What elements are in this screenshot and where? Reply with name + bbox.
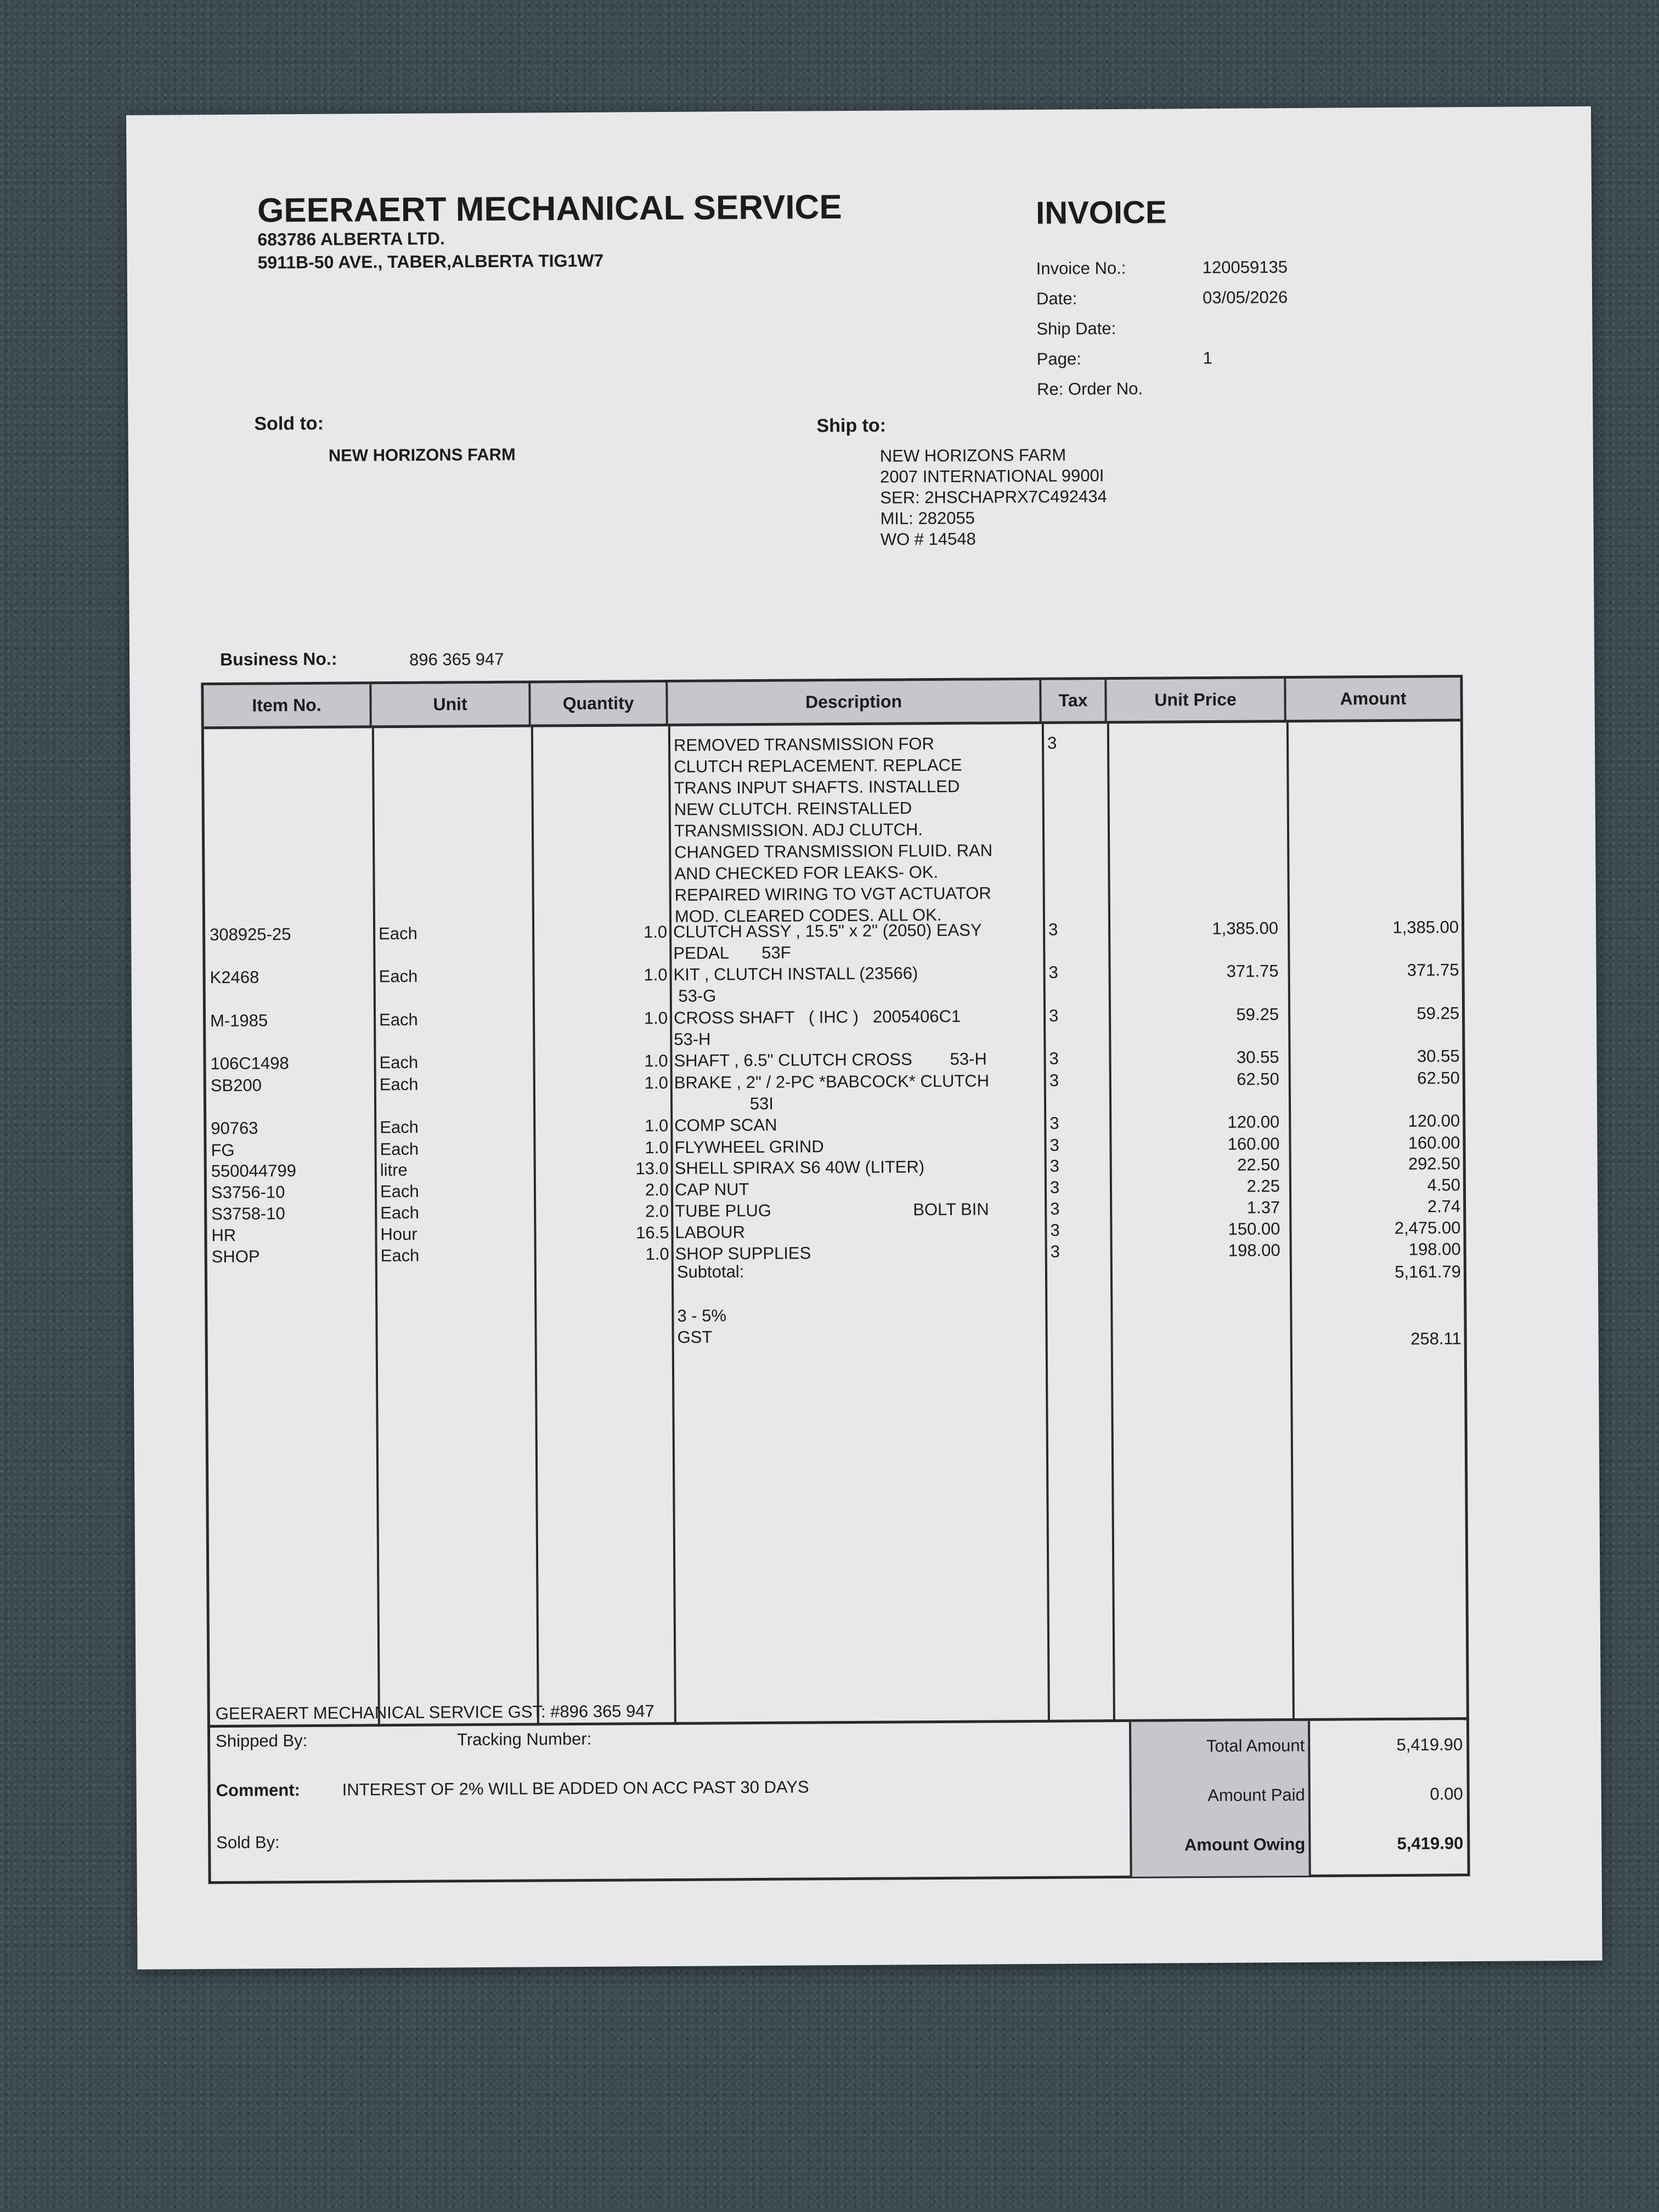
unit: Each xyxy=(379,1052,419,1073)
quantity: 13.0 xyxy=(635,1158,669,1178)
total-value: 0.00 xyxy=(1430,1784,1463,1804)
description: CROSS SHAFT ( IHC ) 2005406C1 53-H xyxy=(673,1006,961,1049)
unit-price: 371.75 xyxy=(1226,961,1279,981)
ship-to-label: Ship to: xyxy=(816,415,887,437)
tax-code: 3 xyxy=(1048,1006,1059,1025)
ship-to-line: 2007 INTERNATIONAL 9900I xyxy=(879,466,1104,487)
description: SHOP SUPPLIES xyxy=(675,1243,811,1263)
unit-price: 22.50 xyxy=(1237,1155,1280,1175)
meta-label: Ship Date: xyxy=(1036,318,1116,338)
work-tax: 3 xyxy=(1047,733,1057,753)
amount: 120.00 xyxy=(1408,1111,1460,1131)
column-header: Description xyxy=(668,680,1041,726)
description: KIT , CLUTCH INSTALL (23566) 53-G xyxy=(673,963,918,1006)
unit: Each xyxy=(379,923,417,944)
tax-code: 3 xyxy=(1050,1220,1060,1240)
unit: Each xyxy=(380,1245,420,1266)
line-items-table xyxy=(201,675,1470,1884)
quantity: 16.5 xyxy=(636,1222,669,1243)
unit-price: 59.25 xyxy=(1236,1005,1279,1024)
unit-price: 1.37 xyxy=(1246,1198,1280,1217)
total-value: 5,419.90 xyxy=(1396,1735,1463,1754)
total-value: 5,419.90 xyxy=(1397,1833,1464,1853)
description: LABOUR xyxy=(675,1222,746,1242)
item-number: 550044799 xyxy=(211,1161,297,1181)
amount: 371.75 xyxy=(1407,960,1459,980)
unit-price: 2.25 xyxy=(1246,1176,1280,1196)
description: SHAFT , 6.5" CLUTCH CROSS 53-H xyxy=(674,1049,987,1070)
description: BRAKE , 2" / 2-PC *BABCOCK* CLUTCH 53I xyxy=(674,1071,990,1114)
business-no-value: 896 365 947 xyxy=(409,649,504,669)
item-number: SHOP xyxy=(211,1246,260,1267)
meta-value: 120059135 xyxy=(1202,257,1288,278)
unit: Each xyxy=(380,1117,419,1137)
unit-price: 160.00 xyxy=(1227,1134,1280,1154)
sold-by-label: Sold By: xyxy=(216,1832,280,1853)
subtotal-value: 5,161.79 xyxy=(1395,1262,1462,1282)
company-name: GEERAERT MECHANICAL SERVICE xyxy=(257,188,842,230)
meta-label: Date: xyxy=(1036,289,1077,308)
tax-code: 3 xyxy=(1050,1199,1060,1218)
column-header: Unit Price xyxy=(1107,679,1286,724)
ship-to-line: WO # 14548 xyxy=(880,529,976,549)
amount: 198.00 xyxy=(1408,1239,1461,1259)
subtotal-label: Subtotal: xyxy=(676,1262,744,1282)
invoice-title: INVOICE xyxy=(1035,194,1167,231)
unit-price: 150.00 xyxy=(1228,1219,1280,1239)
quantity: 1.0 xyxy=(644,1008,668,1028)
total-label: Amount Paid xyxy=(1207,1785,1305,1805)
quantity: 1.0 xyxy=(645,1137,669,1158)
item-number: S3756-10 xyxy=(211,1182,285,1203)
comment-label: Comment: xyxy=(216,1780,301,1801)
amount: 2.74 xyxy=(1427,1197,1461,1216)
description: CAP NUT xyxy=(674,1180,749,1199)
invoice-paper xyxy=(126,106,1602,1970)
item-number: FG xyxy=(211,1140,235,1160)
unit-price: 198.00 xyxy=(1228,1240,1280,1260)
shipped-by-label: Shipped By: xyxy=(215,1731,308,1751)
item-number: 90763 xyxy=(211,1118,258,1138)
comment-text: INTEREST OF 2% WILL BE ADDED ON ACC PAST 30 DAYS xyxy=(342,1777,809,1799)
gst-footer: GEERAERT MECHANICAL SERVICE GST: #896 365 947 xyxy=(215,1701,654,1724)
unit: Each xyxy=(380,1139,419,1159)
ship-to-line: NEW HORIZONS FARM xyxy=(879,445,1066,466)
amount: 30.55 xyxy=(1417,1046,1460,1066)
unit: Each xyxy=(380,1203,420,1223)
business-no-label: Business No.: xyxy=(219,648,337,669)
tax-code: 3 xyxy=(1049,1135,1059,1155)
tracking-number-label: Tracking Number: xyxy=(456,1729,592,1750)
item-number: SB200 xyxy=(210,1075,262,1096)
quantity: 2.0 xyxy=(645,1201,669,1221)
description: FLYWHEEL GRIND xyxy=(674,1137,824,1157)
amount: 1,385.00 xyxy=(1392,917,1459,937)
meta-label: Page: xyxy=(1036,349,1081,369)
unit: Each xyxy=(379,1009,418,1030)
tax-code: 3 xyxy=(1050,1242,1060,1261)
amount: 59.25 xyxy=(1417,1003,1460,1023)
meta-value: 03/05/2026 xyxy=(1202,287,1288,308)
column-header: Item No. xyxy=(204,684,371,729)
amount: 2,475.00 xyxy=(1394,1218,1461,1238)
item-number: S3758-10 xyxy=(211,1204,285,1224)
meta-label: Re: Order No. xyxy=(1036,379,1143,399)
tax-line-value: 258.11 xyxy=(1410,1329,1462,1348)
unit-price: 30.55 xyxy=(1236,1047,1279,1067)
tax-code: 3 xyxy=(1049,1113,1059,1133)
description: COMP SCAN xyxy=(674,1115,777,1135)
sold-to-name: NEW HORIZONS FARM xyxy=(328,444,516,465)
unit-price: 1,385.00 xyxy=(1212,918,1279,938)
amount: 4.50 xyxy=(1427,1175,1461,1195)
ship-to-line: MIL: 282055 xyxy=(880,508,975,528)
item-number: M-1985 xyxy=(210,1011,268,1031)
company-line-1: 683786 ALBERTA LTD. xyxy=(257,228,445,250)
quantity: 1.0 xyxy=(644,1073,668,1093)
column-header: Unit xyxy=(371,684,531,729)
quantity: 1.0 xyxy=(644,1051,668,1071)
quantity: 1.0 xyxy=(645,1244,669,1264)
meta-label: Invoice No.: xyxy=(1036,258,1126,278)
unit: Hour xyxy=(380,1224,417,1244)
total-label: Total Amount xyxy=(1206,1735,1305,1756)
unit: Each xyxy=(379,1074,419,1094)
total-label: Amount Owing xyxy=(1184,1834,1306,1855)
item-number: 106C1498 xyxy=(210,1053,289,1074)
unit: Each xyxy=(380,1181,419,1201)
tax-code: 3 xyxy=(1049,1048,1059,1068)
column-header: Quantity xyxy=(531,682,668,727)
description: CLUTCH ASSY , 15.5" x 2" (2050) EASY PEDAL 53F xyxy=(673,920,982,963)
unit-price: 120.00 xyxy=(1227,1112,1280,1132)
unit-price: 62.50 xyxy=(1237,1069,1279,1089)
ship-to-line: SER: 2HSCHAPRX7C492434 xyxy=(880,487,1107,507)
tax-code: 3 xyxy=(1049,1156,1060,1176)
column-header: Tax xyxy=(1041,680,1107,724)
tax-code: 3 xyxy=(1049,1070,1059,1090)
quantity: 1.0 xyxy=(644,965,668,985)
meta-value: 1 xyxy=(1203,348,1213,368)
tax-code: 3 xyxy=(1048,919,1058,939)
tax-code: 3 xyxy=(1049,1177,1060,1197)
description: SHELL SPIRAX S6 40W (LITER) xyxy=(674,1157,925,1178)
amount: 160.00 xyxy=(1408,1133,1460,1153)
amount: 292.50 xyxy=(1408,1154,1460,1173)
unit: Each xyxy=(379,966,418,986)
quantity: 2.0 xyxy=(645,1180,669,1200)
quantity: 1.0 xyxy=(645,1115,669,1136)
company-line-2: 5911B-50 AVE., TABER,ALBERTA TIG1W7 xyxy=(257,250,604,273)
quantity: 1.0 xyxy=(643,922,668,942)
work-description: REMOVED TRANSMISSION FOR CLUTCH REPLACEMENT. REPLACE TRANS INPUT SHAFTS. INSTALLED NEW CLUTCH. REINSTALLED TRANSMISSION. ADJ CLUTCH. CHANGED TRANSMISSION FLUID. RAN AND CHECKED FOR LEAKS- OK. REPAIRED WIRING TO VGT ACTUATOR MOD. CLEARED CODES. ALL OK. xyxy=(673,734,993,926)
column-header: Amount xyxy=(1286,678,1460,723)
description: TUBE PLUG BOLT BIN xyxy=(675,1199,989,1221)
sold-to-label: Sold to: xyxy=(254,413,324,435)
item-number: HR xyxy=(211,1225,236,1245)
item-number: 308925-25 xyxy=(210,924,291,945)
tax-code: 3 xyxy=(1048,962,1058,982)
tax-line-label: 3 - 5% GST xyxy=(677,1306,727,1347)
unit: litre xyxy=(380,1160,408,1180)
amount: 62.50 xyxy=(1417,1068,1460,1088)
item-number: K2468 xyxy=(210,967,259,988)
